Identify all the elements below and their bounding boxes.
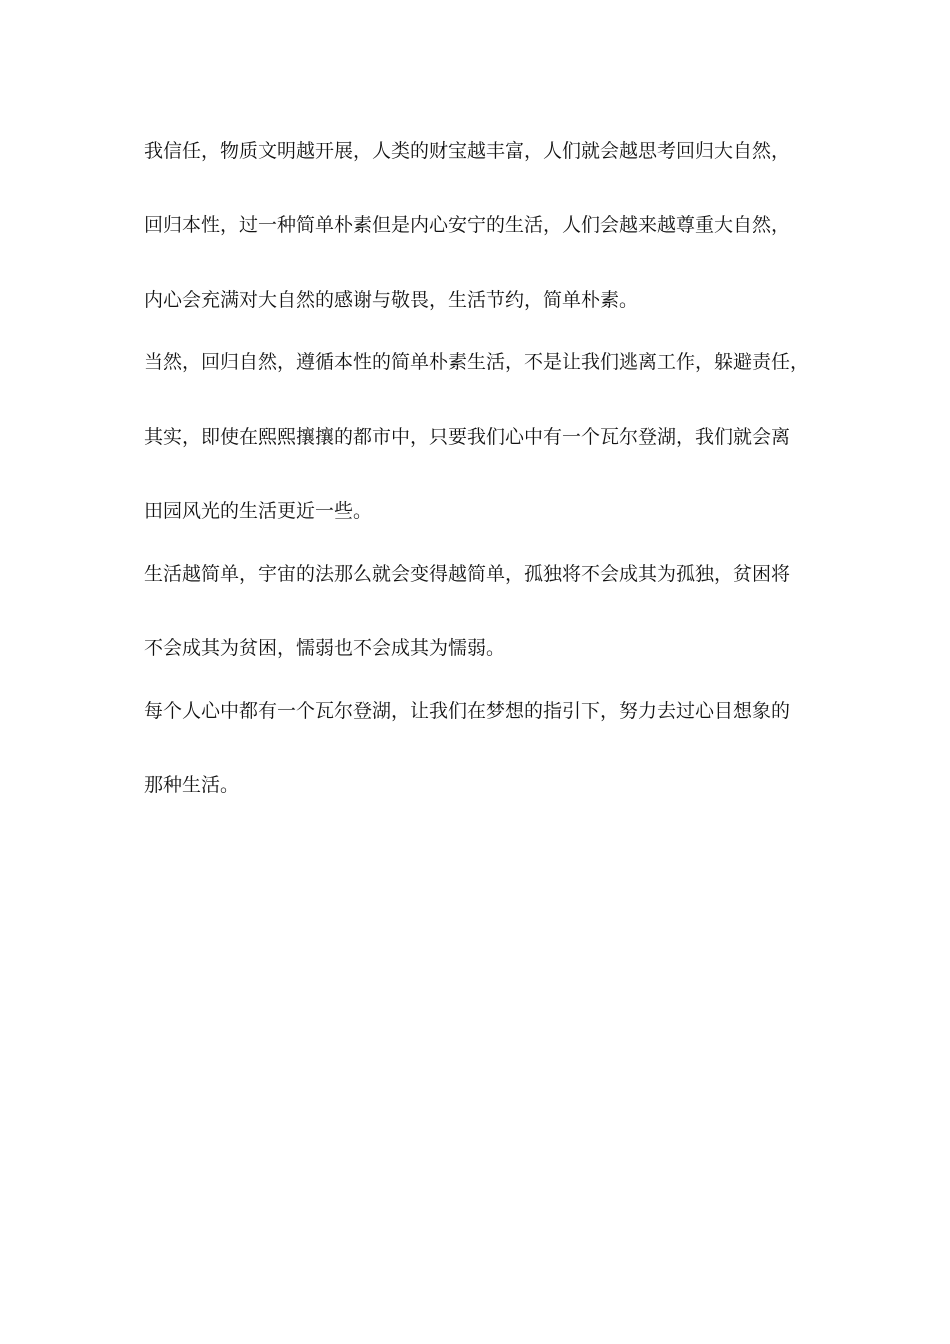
text-line: 我信任，物质文明越开展，人类的财宝越丰富，人们就会越思考回归大自然， [144, 140, 791, 162]
text-line: 每个人心中都有一个瓦尔登湖，让我们在梦想的指引下，努力去过心目想象的 [144, 700, 791, 722]
text-line: 其实，即使在熙熙攘攘的都市中，只要我们心中有一个瓦尔登湖，我们就会离 [144, 426, 791, 448]
text-line: 那种生活。 [144, 774, 240, 796]
text-line: 回归本性，过一种简单朴素但是内心安宁的生活，人们会越来越尊重大自然， [144, 214, 791, 236]
text-line: 生活越简单，宇宙的法那么就会变得越简单，孤独将不会成其为孤独，贫困将 [144, 563, 791, 585]
text-line: 不会成其为贫困，懦弱也不会成其为懦弱。 [144, 637, 506, 659]
text-line: 田园风光的生活更近一些。 [144, 500, 373, 522]
text-line: 内心会充满对大自然的感谢与敬畏，生活节约，简单朴素。 [144, 289, 639, 311]
text-line: 当然，回归自然，遵循本性的简单朴素生活，不是让我们逃离工作，躲避责任， [144, 351, 810, 373]
